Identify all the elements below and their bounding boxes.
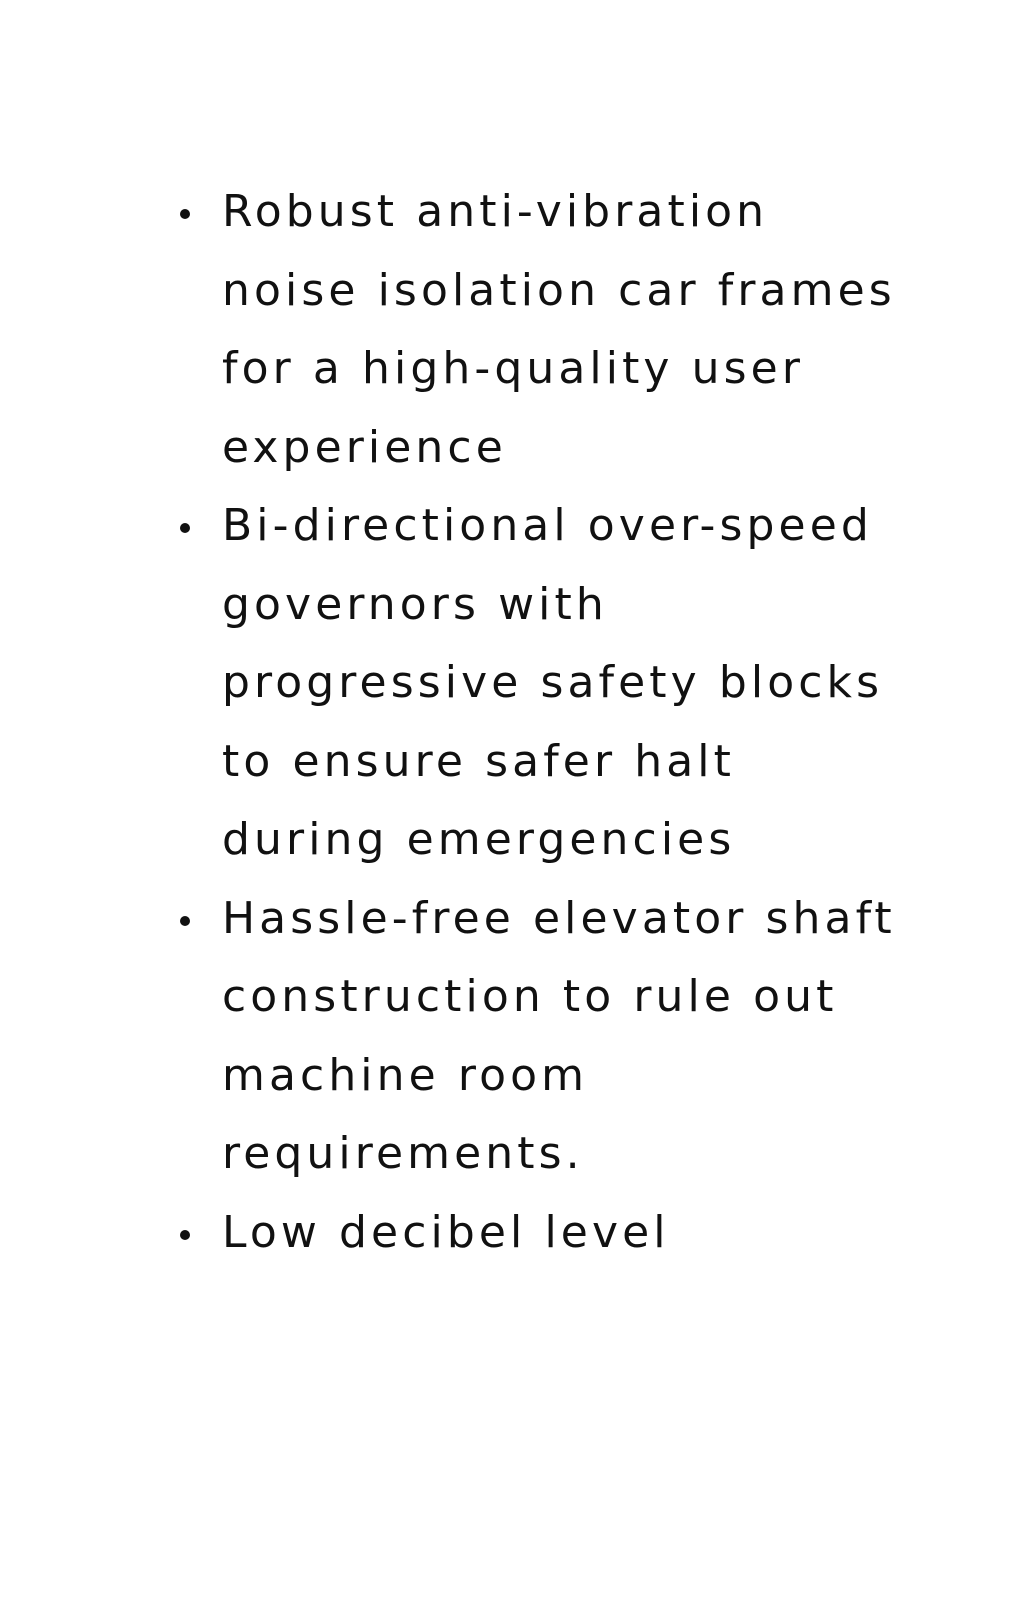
bullet-icon [175,173,222,252]
feature-line: construction to rule out [222,971,838,1022]
bullet-icon [175,487,222,566]
list-item [175,880,896,1194]
feature-line: Bi-directional over-speed [222,500,873,551]
list-item [175,487,884,880]
feature-line: noise isolation car frames [222,264,896,316]
feature-line: requirements. [222,1128,584,1179]
feature-text [222,487,883,880]
feature-list [175,173,896,1272]
feature-line: experience [222,421,507,473]
feature-line: progressive safety blocks [222,657,884,708]
feature-line: during emergencies [222,814,736,865]
feature-text [222,880,896,1194]
feature-line: machine room [222,1049,589,1101]
list-item [175,173,896,487]
feature-line: for a high-quality user [222,343,805,394]
list-item [175,1194,875,1273]
feature-line: governors with [222,578,608,630]
bullet-icon [175,1194,222,1273]
feature-text [222,1194,670,1273]
feature-line: Robust anti-vibration [222,186,769,237]
bullet-icon [175,880,222,959]
feature-line: Hassle-free elevator shaft [222,892,896,944]
feature-line: to ensure safer halt [222,735,735,787]
feature-text [222,173,896,487]
feature-line: Low decibel level [222,1206,670,1258]
